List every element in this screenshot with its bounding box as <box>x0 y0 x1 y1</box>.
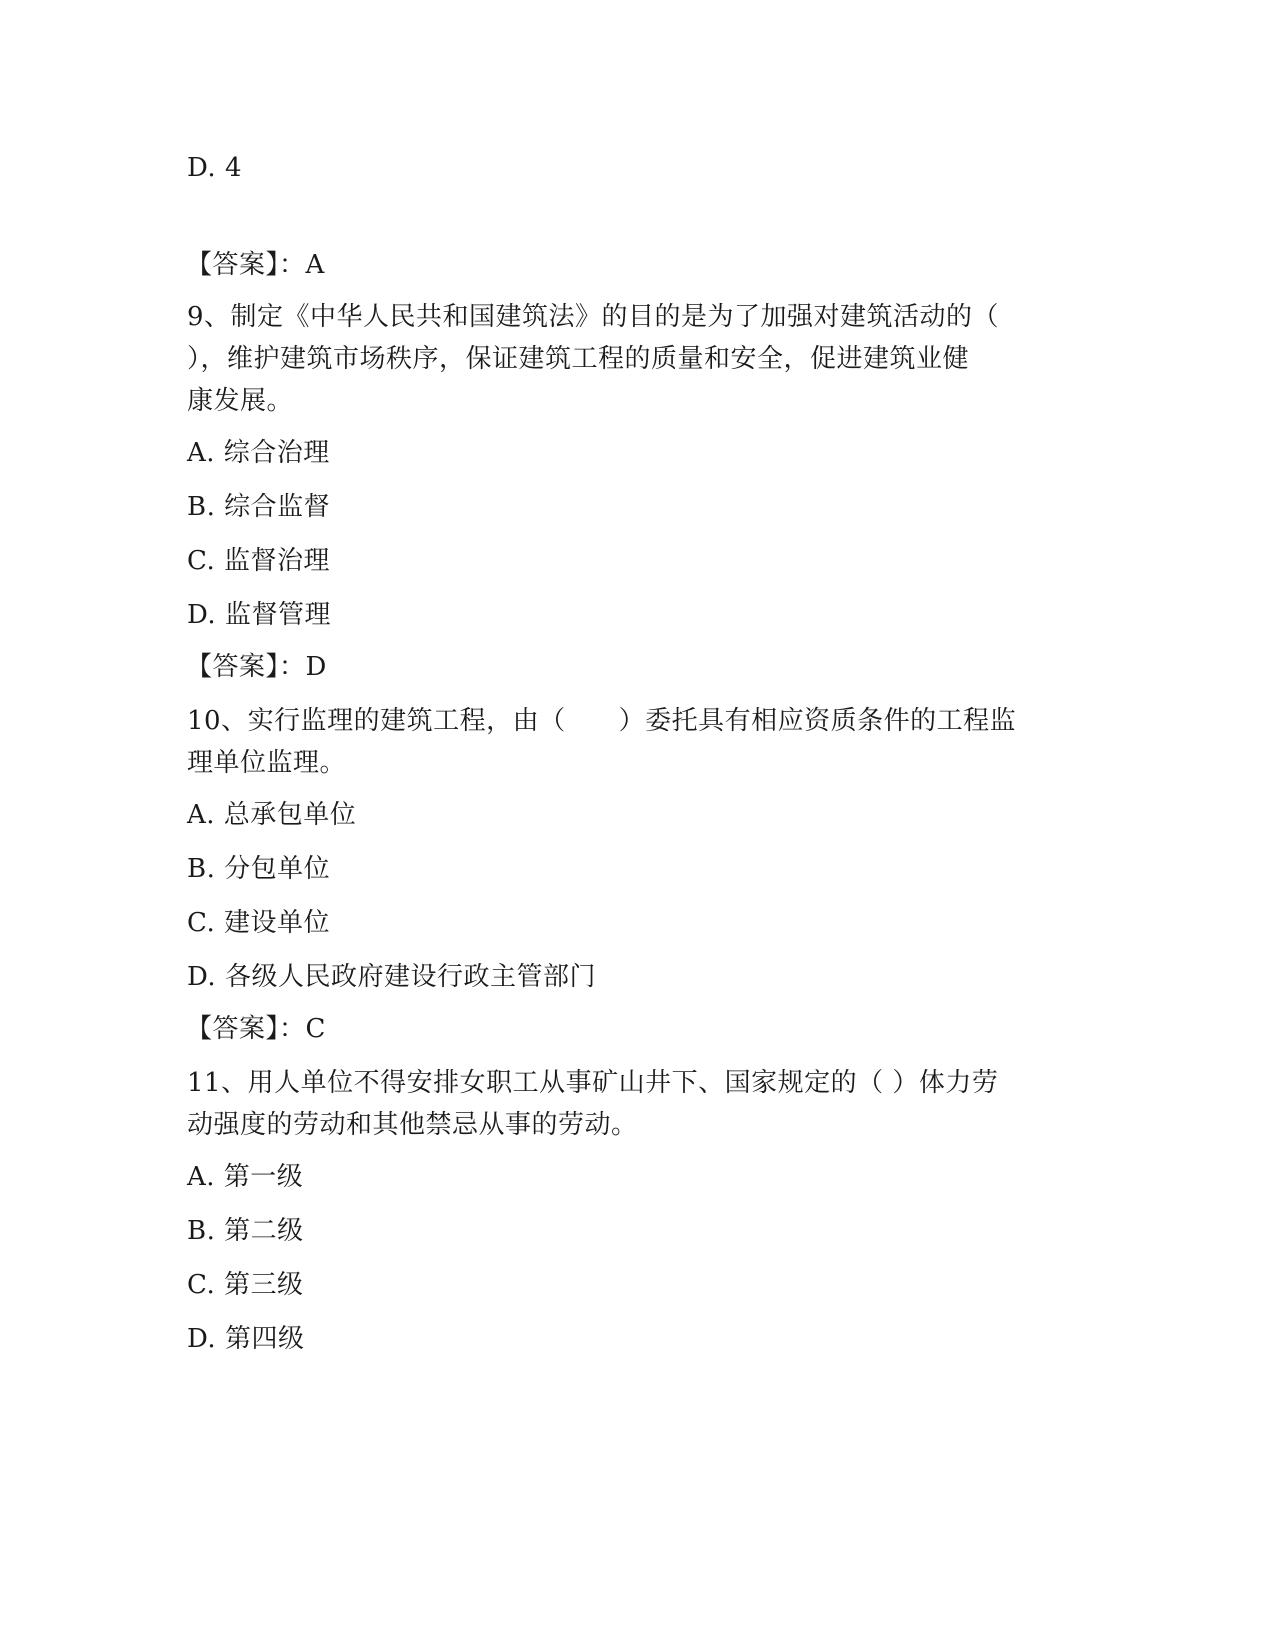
question-text-line: 康发展。 <box>187 386 294 416</box>
answer-label: 【答案】：D <box>186 652 327 682</box>
option-c: C. 监督治理 <box>187 546 330 576</box>
option-c: C. 建设单位 <box>187 908 330 938</box>
answer-label: 【答案】：A <box>186 250 325 280</box>
answer-label: 【答案】：C <box>186 1014 326 1044</box>
option-a: A. 总承包单位 <box>187 800 357 830</box>
question-text-line: 10、实行监理的建筑工程，由（ ）委托具有相应资质条件的工程监 <box>187 706 1017 736</box>
question-text-line: 理单位监理。 <box>187 748 347 778</box>
option-a: A. 第一级 <box>187 1162 304 1192</box>
question-text-line: 动强度的劳动和其他禁忌从事的劳动。 <box>187 1110 638 1140</box>
option-b: B. 分包单位 <box>187 854 331 884</box>
option-b: B. 第二级 <box>187 1216 304 1246</box>
option-b: B. 综合监督 <box>187 492 331 522</box>
option-d: D. 各级人民政府建设行政主管部门 <box>187 962 596 992</box>
question-text-line: 9、制定《中华人民共和国建筑法》的目的是为了加强对建筑活动的（ <box>187 302 1000 332</box>
option-d: D. 监督管理 <box>187 600 331 630</box>
question-text-line: ），维护建筑市场秩序，保证建筑工程的质量和安全，促进建筑业健 <box>187 344 970 374</box>
option-d: D. 4 <box>187 153 242 183</box>
option-c: C. 第三级 <box>187 1270 304 1300</box>
option-a: A. 综合治理 <box>187 438 330 468</box>
question-text-line: 11、用人单位不得安排女职工从事矿山井下、国家规定的（ ）体力劳 <box>187 1068 999 1098</box>
option-d: D. 第四级 <box>187 1324 305 1354</box>
